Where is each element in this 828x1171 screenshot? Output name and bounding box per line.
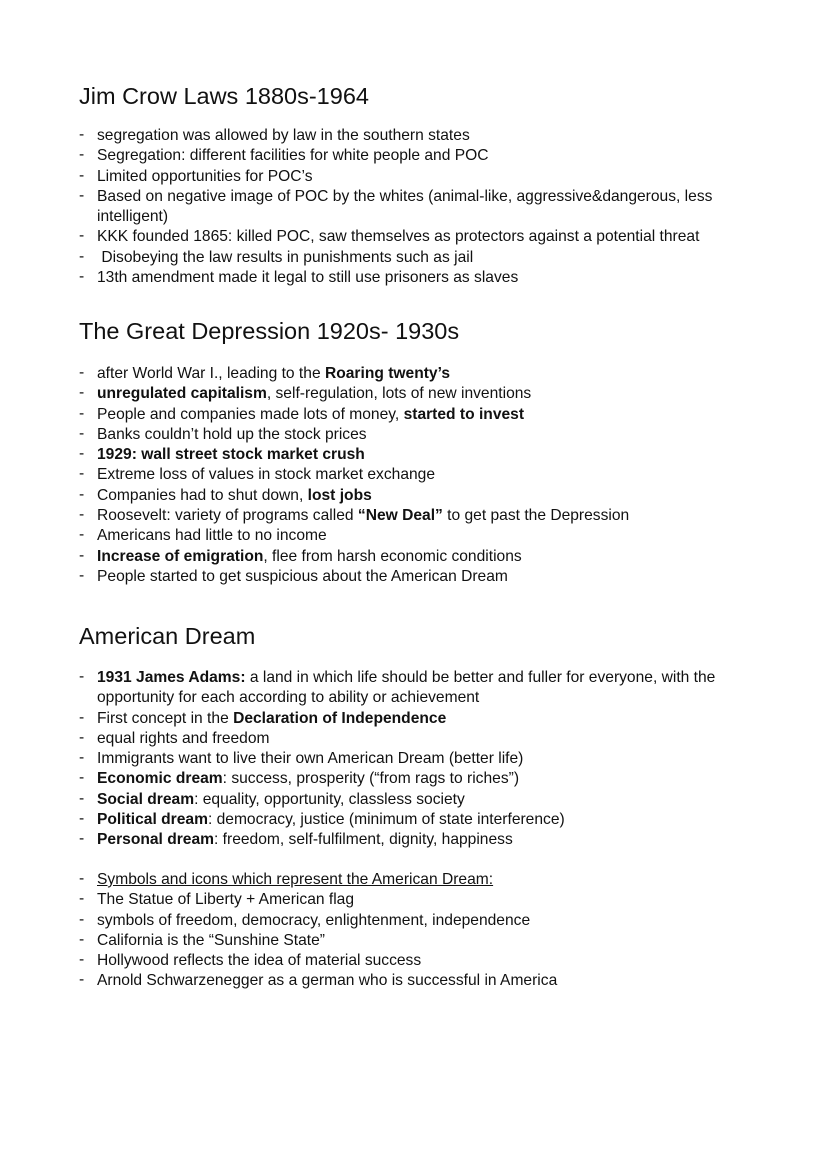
bullet-dash: - <box>79 384 85 402</box>
list-item: - Increase of emigration, flee from harsh economic conditions <box>79 546 522 565</box>
list-item: - Americans had little to no income <box>79 526 327 545</box>
emphasis: unregulated capitalism <box>97 385 267 403</box>
bullet-dash: - <box>79 485 85 503</box>
bullet-dash: - <box>79 126 85 143</box>
list-item: - Immigrants want to live their own American Dream (better life) <box>79 749 524 768</box>
list-item: - People and companies made lots of money, started to invest <box>79 404 525 423</box>
emphasis: lost jobs <box>307 486 372 504</box>
list-item: - People started to get suspicious about the American Dream <box>79 566 508 585</box>
bullet-dash: - <box>79 951 85 969</box>
bullet-dash: - <box>79 870 85 887</box>
emphasis: Declaration of Independence <box>233 709 447 727</box>
list-jim-crow <box>79 126 779 288</box>
list-item: - 13th amendment made it legal to still use prisoners as slaves <box>79 268 519 287</box>
list-item: - Banks couldn’t hold up the stock prices <box>79 424 367 443</box>
list-great-depression <box>79 364 779 587</box>
heading-american-dream: American Dream <box>79 623 256 649</box>
bullet-dash: - <box>79 830 85 848</box>
list-item: - unregulated capitalism, self-regulation, lots of new inventions <box>79 384 532 403</box>
list-item: - Segregation: different facilities for white people and POC <box>79 146 489 165</box>
list-item: - The Statue of Liberty + American flag <box>79 890 355 909</box>
bullet-dash: - <box>79 166 85 184</box>
list-item: - Economic dream: success, prosperity (“from rags to riches”) <box>79 769 520 788</box>
list-item: - segregation was allowed by law in the southern states <box>79 126 470 144</box>
list-item: - 1931 James Adams: a land in which life should be better and fuller for everyone, with the opportunity for each according to ability or achievement <box>79 668 716 707</box>
list-item: - Social dream: equality, opportunity, classless society <box>79 789 465 808</box>
bullet-dash: - <box>79 708 85 726</box>
list-item: - Companies had to shut down, lost jobs <box>79 485 372 504</box>
bullet-dash: - <box>79 506 85 524</box>
bullet-dash: - <box>79 890 85 908</box>
bullet-dash: - <box>79 227 85 245</box>
list-item: - Based on negative image of POC by the whites (animal-like, aggressive&dangerous, less intelligent) <box>79 186 713 226</box>
emphasis: Economic dream <box>97 770 223 788</box>
list-american-dream <box>79 668 779 851</box>
bullet-dash: - <box>79 268 85 286</box>
bullet-dash: - <box>79 445 85 463</box>
bullet-dash: - <box>79 247 85 265</box>
emphasis: Political dream <box>97 811 208 829</box>
heading-jim-crow: Jim Crow Laws 1880s-1964 <box>79 83 369 109</box>
list-item: - Limited opportunities for POC’s <box>79 166 313 185</box>
bullet-dash: - <box>79 364 85 381</box>
bullet-dash: - <box>79 546 85 564</box>
bullet-dash: - <box>79 749 85 767</box>
heading-great-depression: The Great Depression 1920s- 1930s <box>79 318 460 344</box>
emphasis: started to invest <box>403 405 525 423</box>
list-item: - symbols of freedom, democracy, enlightenment, independence <box>79 910 531 929</box>
list-item: - equal rights and freedom <box>79 728 270 747</box>
bullet-dash: - <box>79 186 85 204</box>
bullet-dash: - <box>79 930 85 948</box>
emphasis: 1931 James Adams: <box>97 669 246 686</box>
bullet-dash: - <box>79 146 85 164</box>
emphasis: Roaring twenty’s <box>324 365 451 382</box>
bullet-dash: - <box>79 526 85 544</box>
bullet-dash: - <box>79 728 85 746</box>
list-item: - after World War I., leading to the Roaring twenty’s <box>79 364 451 382</box>
list-item: - California is the “Sunshine State” <box>79 930 325 949</box>
list-symbols <box>79 870 779 992</box>
bullet-dash: - <box>79 910 85 928</box>
list-item: - First concept in the Declaration of Independence <box>79 708 447 727</box>
list-item <box>79 445 779 465</box>
emphasis: Personal dream <box>97 831 215 849</box>
list-item <box>79 870 779 890</box>
emphasis: Social dream <box>97 790 195 808</box>
bullet-dash: - <box>79 810 85 828</box>
bullet-dash: - <box>79 465 85 483</box>
emphasis: Increase of emigration <box>97 547 264 565</box>
bullet-dash: - <box>79 404 85 422</box>
bullet-dash: - <box>79 971 85 989</box>
list-item: - Arnold Schwarzenegger as a german who is successful in America <box>79 971 558 990</box>
bullet-dash: - <box>79 566 85 584</box>
list-item: - KKK founded 1865: killed POC, saw themselves as protectors against a potential threat <box>79 227 700 246</box>
list-item: - Roosevelt: variety of programs called “New Deal” to get past the Depression <box>79 506 630 525</box>
emphasis: 1929: wall street stock market crush <box>97 446 365 464</box>
bullet-dash: - <box>79 424 85 442</box>
emphasis: “New Deal” <box>357 507 443 525</box>
bullet-dash: - <box>79 789 85 807</box>
bullet-dash: - <box>79 769 85 787</box>
symbols-heading: Symbols and icons which represent the American Dream: <box>97 871 494 888</box>
bullet-dash: - <box>79 668 85 685</box>
list-item: - Personal dream: freedom, self-fulfilment, dignity, happiness <box>79 830 513 849</box>
list-item: - Extreme loss of values in stock market exchange <box>79 465 436 484</box>
list-item: - Political dream: democracy, justice (minimum of state interference) <box>79 810 565 829</box>
list-item: - Disobeying the law results in punishments such as jail <box>79 247 474 266</box>
list-item: - Hollywood reflects the idea of material success <box>79 951 422 970</box>
